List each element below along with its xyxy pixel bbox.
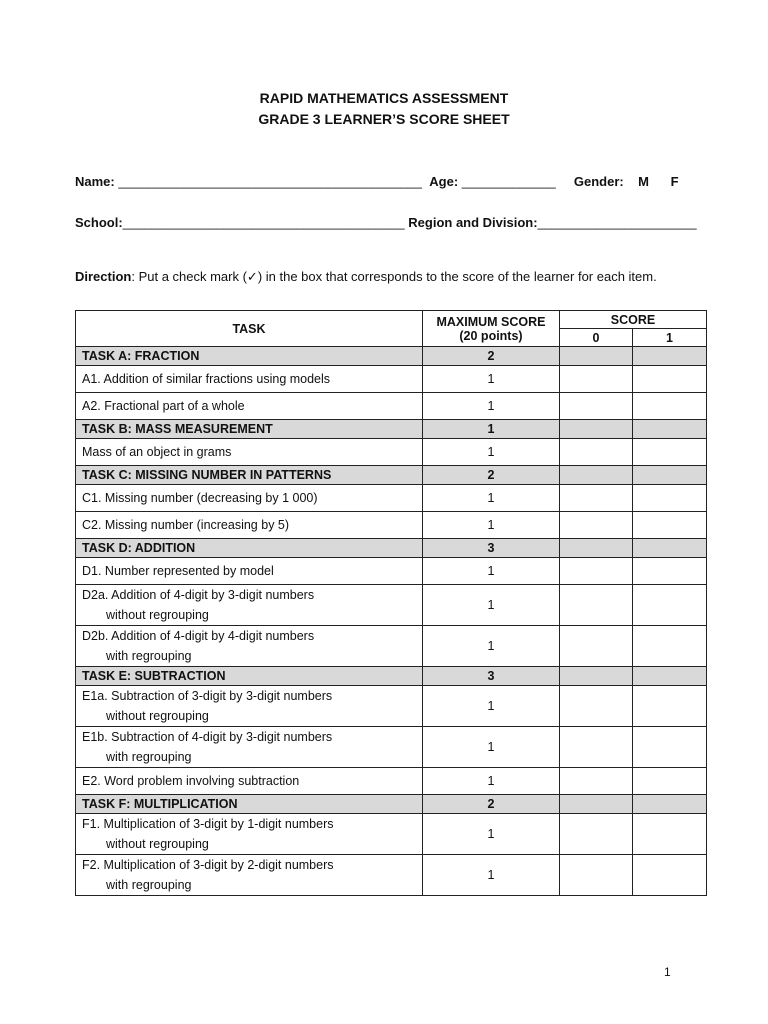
score-0-checkbox-cell[interactable] [560,855,633,896]
item-task: Mass of an object in grams [76,439,423,466]
region-label: Region and Division: [408,215,538,230]
item-max-score: 1 [423,558,560,585]
school-field[interactable]: _______________________________________ [122,215,405,230]
item-max-score: 1 [423,512,560,539]
section-title: TASK E: SUBTRACTION [76,667,423,686]
item-max-score: 1 [423,585,560,626]
item-task: D1. Number represented by model [76,558,423,585]
item-task-line2: with regrouping [106,649,192,663]
section-max-score: 3 [423,539,560,558]
section-score-0-cell [560,539,633,558]
header-max-score-line2: (20 points) [459,328,523,343]
item-task-line1: E1b. Subtraction of 4-digit by 3-digit numbers [82,730,333,744]
item-task [76,686,423,727]
school-info-row [75,215,697,230]
section-row [76,347,707,366]
item-max-score: 1 [423,768,560,795]
item-task-line2: without regrouping [106,608,209,622]
item-max-score: 1 [423,727,560,768]
section-score-1-cell [633,347,707,366]
score-0-checkbox-cell[interactable] [560,626,633,667]
header-max-score [423,311,560,347]
header-score: SCORE [560,311,707,329]
gender-label: Gender: [573,174,624,189]
learner-info-row [75,174,679,189]
gender-option-f[interactable]: F [670,174,679,189]
score-1-checkbox-cell[interactable] [633,512,707,539]
header-score-1: 1 [633,329,707,347]
section-row [76,539,707,558]
score-1-checkbox-cell[interactable] [633,626,707,667]
item-task [76,626,423,667]
header-task: TASK [76,311,423,347]
sheet-subtitle: GRADE 3 LEARNER’S SCORE SHEET [258,111,510,127]
item-row [76,585,707,626]
item-task-line2: without regrouping [106,837,209,851]
score-0-checkbox-cell[interactable] [560,512,633,539]
item-task [76,814,423,855]
item-max-score: 1 [423,686,560,727]
score-0-checkbox-cell[interactable] [560,558,633,585]
page-number: 1 [664,965,671,979]
score-0-checkbox-cell[interactable] [560,768,633,795]
section-title: TASK C: MISSING NUMBER IN PATTERNS [76,466,423,485]
score-1-checkbox-cell[interactable] [633,855,707,896]
item-task-line2: with regrouping [106,878,192,892]
score-0-checkbox-cell[interactable] [560,366,633,393]
item-row [76,686,707,727]
item-task [76,585,423,626]
section-score-0-cell [560,466,633,485]
section-title: TASK B: MASS MEASUREMENT [76,420,423,439]
item-row [76,439,707,466]
section-score-1-cell [633,466,707,485]
direction-text [75,269,657,285]
item-row [76,814,707,855]
direction-label: Direction [75,269,132,284]
item-task [76,727,423,768]
age-field[interactable]: _____________ [461,174,556,189]
score-0-checkbox-cell[interactable] [560,585,633,626]
sheet-title: RAPID MATHEMATICS ASSESSMENT [259,90,509,106]
school-label: School: [75,215,123,230]
item-row [76,485,707,512]
section-max-score: 2 [423,347,560,366]
item-task-line1: D2b. Addition of 4-digit by 4-digit numbers [82,629,315,643]
direction-body: : Put a check mark (✓) in the box that corresponds to the score of the learner for each item. [131,269,657,284]
score-1-checkbox-cell[interactable] [633,814,707,855]
section-title: TASK A: FRACTION [76,347,423,366]
header-max-score-line1: MAXIMUM SCORE [436,314,546,329]
section-row [76,466,707,485]
item-task-line2: with regrouping [106,750,192,764]
score-1-checkbox-cell[interactable] [633,686,707,727]
item-task-line1: D2a. Addition of 4-digit by 3-digit numbers [82,588,315,602]
score-0-checkbox-cell[interactable] [560,814,633,855]
item-row [76,768,707,795]
section-row [76,795,707,814]
score-table [75,310,707,896]
item-row [76,366,707,393]
section-score-1-cell [633,420,707,439]
section-max-score: 2 [423,466,560,485]
item-row [76,393,707,420]
header-score-0: 0 [560,329,633,347]
section-score-0-cell [560,795,633,814]
item-max-score: 1 [423,485,560,512]
score-1-checkbox-cell[interactable] [633,393,707,420]
item-task-line1: E1a. Subtraction of 3-digit by 3-digit numbers [82,689,333,703]
item-task-line1: F2. Multiplication of 3-digit by 2-digit numbers [82,858,334,872]
item-row [76,626,707,667]
section-title: TASK D: ADDITION [76,539,423,558]
section-title: TASK F: MULTIPLICATION [76,795,423,814]
name-label: Name: [75,174,115,189]
section-score-0-cell [560,420,633,439]
item-task: C1. Missing number (decreasing by 1 000) [76,485,423,512]
item-row [76,727,707,768]
score-0-checkbox-cell[interactable] [560,439,633,466]
section-score-0-cell [560,347,633,366]
score-1-checkbox-cell[interactable] [633,439,707,466]
item-row [76,558,707,585]
section-row [76,420,707,439]
section-max-score: 3 [423,667,560,686]
score-1-checkbox-cell[interactable] [633,558,707,585]
item-max-score: 1 [423,814,560,855]
item-max-score: 1 [423,393,560,420]
gender-option-m[interactable]: M [638,174,649,189]
item-task: A2. Fractional part of a whole [76,393,423,420]
item-task: A1. Addition of similar fractions using models [76,366,423,393]
item-task [76,855,423,896]
age-label: Age: [429,174,459,189]
region-field[interactable]: ______________________ [537,215,697,230]
score-0-checkbox-cell[interactable] [560,393,633,420]
score-0-checkbox-cell[interactable] [560,686,633,727]
section-score-1-cell [633,667,707,686]
item-max-score: 1 [423,855,560,896]
item-max-score: 1 [423,366,560,393]
section-max-score: 1 [423,420,560,439]
score-1-checkbox-cell[interactable] [633,485,707,512]
score-1-checkbox-cell[interactable] [633,585,707,626]
score-1-checkbox-cell[interactable] [633,727,707,768]
item-task-line1: F1. Multiplication of 3-digit by 1-digit numbers [82,817,334,831]
score-1-checkbox-cell[interactable] [633,768,707,795]
item-row [76,512,707,539]
section-row [76,667,707,686]
item-task: E2. Word problem involving subtraction [76,768,423,795]
item-max-score: 1 [423,439,560,466]
score-0-checkbox-cell[interactable] [560,727,633,768]
item-task-line2: without regrouping [106,709,209,723]
item-max-score: 1 [423,626,560,667]
section-score-1-cell [633,795,707,814]
section-score-0-cell [560,667,633,686]
section-score-1-cell [633,539,707,558]
item-task: C2. Missing number (increasing by 5) [76,512,423,539]
section-max-score: 2 [423,795,560,814]
name-field[interactable]: __________________________________________ [118,174,423,189]
item-row [76,855,707,896]
score-1-checkbox-cell[interactable] [633,366,707,393]
score-0-checkbox-cell[interactable] [560,485,633,512]
